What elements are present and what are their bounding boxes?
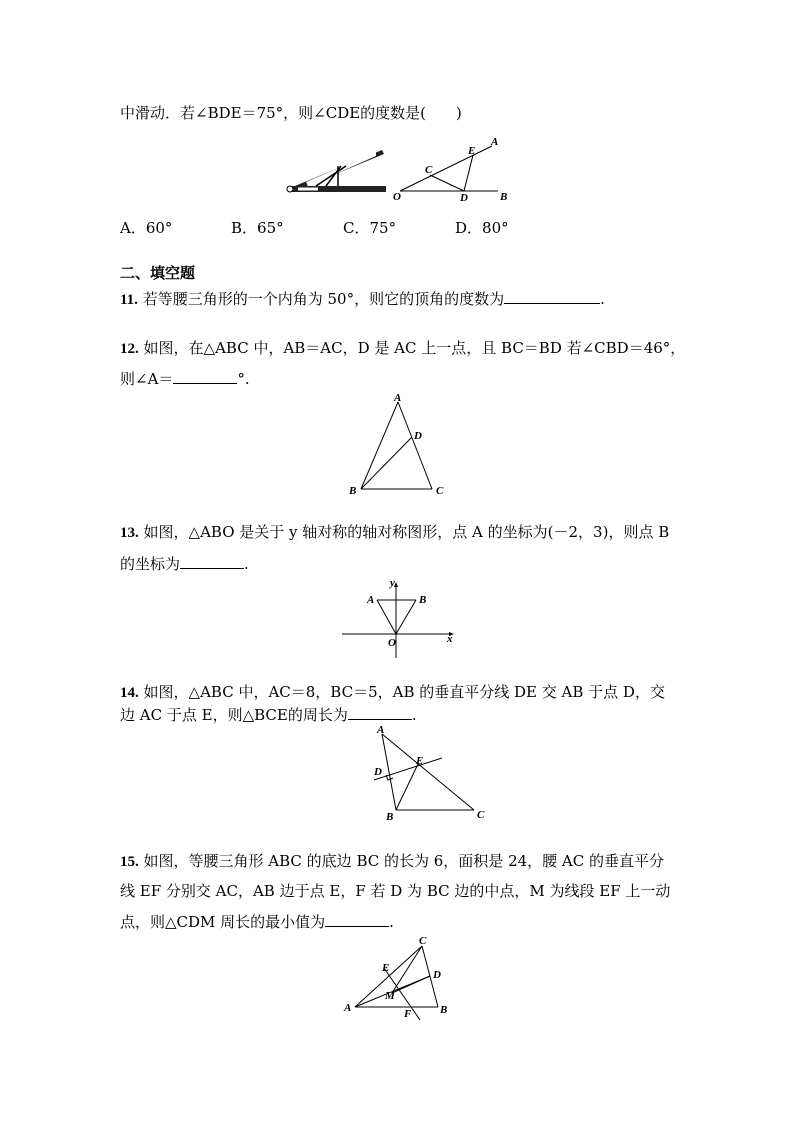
q15-triangle-figure bbox=[342, 934, 452, 1024]
q10-option-d[interactable]: D．80° bbox=[455, 219, 509, 237]
q10-option-b[interactable]: B．65° bbox=[231, 219, 284, 237]
q12-label-b: B bbox=[349, 485, 357, 497]
q15-line1 bbox=[120, 851, 664, 872]
q15-text-line2: 线 EF 分别交 AC，AB 边于点 E，F 若 D 为 BC 边的中点，M 为线段 EF 上一动 bbox=[120, 882, 671, 900]
q15-text-line3: 点，则△CDM 周长的最小值为 bbox=[120, 913, 326, 931]
q13-coordinate-figure bbox=[340, 578, 460, 658]
q10-device-figure bbox=[286, 142, 386, 202]
q12-label-a: A bbox=[394, 392, 402, 404]
q14-label-a: A bbox=[377, 724, 385, 736]
q10-label-e: E bbox=[468, 145, 476, 157]
q12-answer-blank[interactable] bbox=[173, 368, 237, 384]
q13-label-o: O bbox=[388, 637, 396, 649]
q12-label-c: C bbox=[436, 485, 444, 497]
q13-label-y: y bbox=[390, 577, 395, 589]
q10-option-c[interactable]: C．75° bbox=[343, 219, 397, 237]
q13-text-line2: 的坐标为 bbox=[120, 555, 181, 573]
q13-line2 bbox=[120, 553, 249, 574]
q11-end: . bbox=[600, 290, 605, 308]
q15-label-c: C bbox=[419, 935, 427, 947]
q12-label-d: D bbox=[414, 430, 422, 442]
q15-end: . bbox=[389, 913, 394, 931]
q12-number: 12. bbox=[120, 341, 139, 357]
q15-label-m: M bbox=[385, 990, 395, 1002]
q12-text-line1: 如图，在△ABC 中，AB＝AC，D 是 AC 上一点，且 BC＝BD 若∠CBD＝46°， bbox=[143, 339, 686, 357]
q10-label-d: D bbox=[460, 192, 468, 204]
q10-label-a: A bbox=[491, 136, 499, 148]
q14-text-line1: 如图，△ABC 中，AC＝8，BC＝5，AB 的垂直平分线 DE 交 AB 于点 D，交 bbox=[143, 683, 665, 701]
q15-line2 bbox=[120, 881, 670, 901]
q14-label-b: B bbox=[386, 811, 394, 823]
q15-number: 15. bbox=[120, 854, 139, 870]
q13-end: . bbox=[244, 555, 249, 573]
q14-label-c: C bbox=[477, 809, 485, 821]
q15-text-line1: 如图，等腰三角形 ABC 的底边 BC 的长为 6，面积是 24，腰 AC 的垂直平分 bbox=[143, 852, 665, 870]
q11-answer-blank[interactable] bbox=[504, 288, 600, 304]
q12-line1 bbox=[120, 338, 685, 359]
q10-label-c: C bbox=[425, 164, 433, 176]
q14-answer-blank[interactable] bbox=[348, 704, 412, 720]
q15-label-d: D bbox=[433, 969, 441, 981]
q12-line2 bbox=[120, 368, 250, 389]
q14-number: 14. bbox=[120, 685, 139, 701]
q14-line1 bbox=[120, 682, 665, 703]
section-title: 二、填空题 bbox=[120, 264, 196, 282]
q13-label-b: B bbox=[419, 594, 427, 606]
q10-text: 中滑动．若∠BDE＝75°，则∠CDE的度数是( ) bbox=[120, 104, 462, 122]
q10-label-o: O bbox=[393, 191, 401, 203]
q14-text-line2: 边 AC 于点 E，则△BCE的周长为 bbox=[120, 706, 348, 724]
q12-text-line2: 则∠A＝ bbox=[120, 370, 174, 388]
q11-number: 11. bbox=[120, 292, 138, 308]
q14-label-d: D bbox=[374, 766, 382, 778]
q13-line1 bbox=[120, 522, 669, 543]
q12-triangle-figure bbox=[345, 392, 455, 497]
q12-end: °. bbox=[237, 370, 250, 388]
q10-label-b: B bbox=[500, 191, 508, 203]
q11 bbox=[120, 288, 605, 310]
q10-option-a[interactable]: A．60° bbox=[120, 219, 173, 237]
q13-number: 13. bbox=[120, 525, 139, 541]
q13-text-line1: 如图，△ABO 是关于 y 轴对称的轴对称图形，点 A 的坐标为(－2，3)，则点 B bbox=[143, 523, 670, 541]
q11-text: 若等腰三角形的一个内角为 50°，则它的顶角的度数为 bbox=[142, 290, 505, 308]
q13-label-a: A bbox=[367, 594, 375, 606]
q13-label-x: x bbox=[447, 633, 453, 645]
q14-end: . bbox=[411, 706, 417, 724]
q15-label-b: B bbox=[440, 1004, 448, 1016]
q15-line3 bbox=[120, 911, 394, 932]
q15-label-f: F bbox=[404, 1008, 412, 1020]
q15-label-a: A bbox=[344, 1002, 352, 1014]
q15-answer-blank[interactable] bbox=[325, 911, 389, 927]
q14-label-e: E bbox=[416, 755, 424, 767]
q15-label-e: E bbox=[382, 962, 390, 974]
q13-answer-blank[interactable] bbox=[180, 553, 244, 569]
q10-angle-figure bbox=[392, 137, 512, 202]
q14-triangle-figure bbox=[368, 722, 498, 822]
